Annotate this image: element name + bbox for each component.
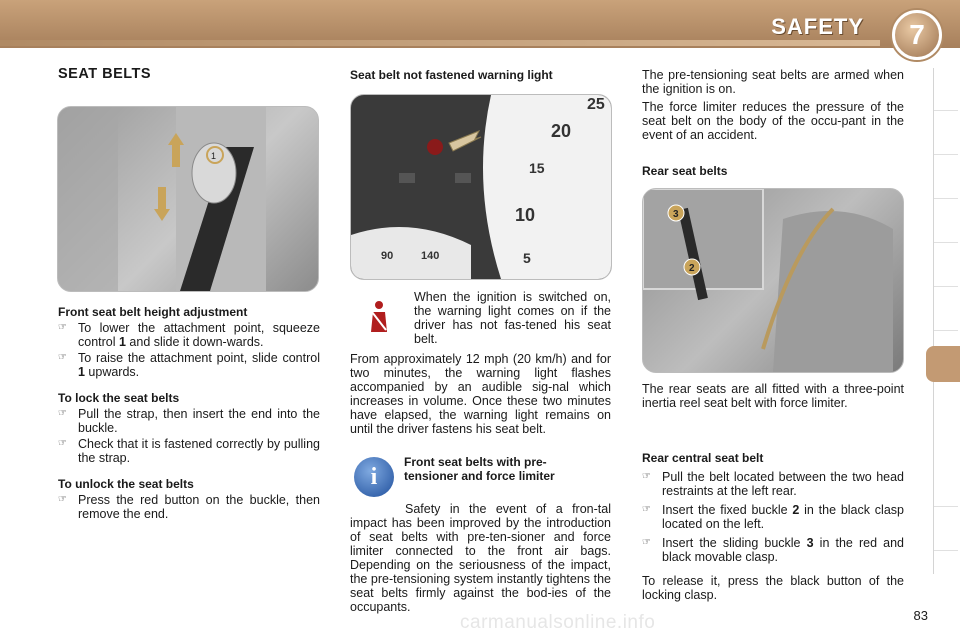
- warning-light-paragraph: From approximately 12 mph (20 km/h) and for two minutes, the warning light flashes accompanied by an audible sig-nal which increases in volume. Once these two minutes have elapsed, the warning light remains on until the driver fastens his seat belt.: [350, 352, 611, 436]
- chapter-tab-active[interactable]: [926, 346, 960, 382]
- list-item: ☞ Check that it is fastened correctly by pulling the strap.: [58, 437, 320, 465]
- page-number: 83: [913, 608, 928, 623]
- pointing-hand-icon: ☞: [642, 471, 651, 482]
- info-icon: i: [354, 457, 394, 497]
- chapter-tab[interactable]: [934, 244, 958, 287]
- gauge-number: 140: [421, 250, 440, 262]
- pointing-hand-icon: ☞: [58, 322, 67, 333]
- gauge-number: 10: [515, 205, 536, 225]
- pointing-hand-icon: ☞: [58, 494, 67, 505]
- left-column: [58, 305, 320, 521]
- unlock-title: To unlock the seat belts: [58, 477, 194, 491]
- pointing-hand-icon: ☞: [642, 504, 651, 515]
- rear-central-title: Rear central seat belt: [642, 451, 764, 465]
- list-item: ☞ To lower the attachment point, squeeze control 1 and slide it down-wards.: [58, 321, 320, 349]
- list-item: ☞ Press the red button on the buckle, then remove the end.: [58, 493, 320, 521]
- seatbelt-warning-icon: [364, 300, 394, 334]
- instrument-cluster-illustration: [351, 95, 611, 279]
- pretensioner-armed-text: The pre-tensioning seat belts are armed when the ignition is on.: [642, 68, 904, 96]
- height-adjust-title: Front seat belt height adjustment: [58, 305, 248, 319]
- gauge-number: 5: [523, 250, 531, 266]
- lock-title: To lock the seat belts: [58, 391, 180, 405]
- watermark: carmanualsonline.info: [460, 612, 656, 633]
- callout-number: 2: [689, 263, 695, 274]
- height-adjust-photo: [57, 106, 319, 292]
- callout-number: 1: [211, 151, 217, 161]
- header-band: [0, 40, 880, 46]
- pointing-hand-icon: ☞: [58, 438, 67, 449]
- section-heading: SEAT BELTS: [58, 66, 152, 82]
- instrument-cluster-photo: [350, 94, 612, 280]
- arrow-icon: [449, 131, 481, 151]
- release-text: To release it, press the black button of the locking clasp.: [642, 574, 904, 602]
- chapter-tab[interactable]: [934, 156, 958, 199]
- chapter-tabs: [933, 68, 960, 574]
- rear-seat-belts-text: The rear seats are all fitted with a three-point inertia reel seat belt with force limiter.: [642, 382, 904, 410]
- rear-seat-illustration: [643, 189, 903, 372]
- list-item: ☞ Pull the strap, then insert the end into the buckle.: [58, 407, 320, 435]
- chapter-tab[interactable]: [934, 288, 958, 331]
- pointing-hand-icon: ☞: [58, 352, 67, 363]
- chapter-tab[interactable]: [934, 508, 958, 551]
- rear-seat-photo: [642, 188, 904, 373]
- gauge-number: 20: [551, 121, 572, 141]
- list-item: ☞ To raise the attachment point, slide control 1 upwards.: [58, 351, 320, 379]
- warning-light-heading: Seat belt not fastened warning light: [350, 68, 553, 82]
- seat-belt-pillar-illustration: [58, 107, 318, 291]
- chapter-tab[interactable]: [934, 464, 958, 507]
- gauge-number: 15: [529, 160, 545, 176]
- warning-light-description: When the ignition is switched on, the warning light comes on if the driver has not fas-tened his seat belt.: [414, 290, 611, 346]
- chapter-badge: 7: [892, 10, 942, 60]
- pointing-hand-icon: ☞: [642, 537, 651, 548]
- list-item: ☞ Pull the belt located between the two head restraints at the left rear.: [642, 470, 904, 498]
- pretensioner-title: Front seat belts with pre-tensioner and force limiter: [404, 455, 555, 483]
- page-title: SAFETY: [771, 14, 864, 39]
- chapter-tab[interactable]: [934, 112, 958, 155]
- gauge-number: 90: [381, 250, 394, 262]
- gauge-number: 25: [587, 96, 605, 113]
- force-limiter-text: The force limiter reduces the pressure of the seat belt on the body of the occu-pant in the event of an accident.: [642, 100, 904, 142]
- rear-seat-belts-title: Rear seat belts: [642, 164, 728, 178]
- list-item: ☞ Insert the sliding buckle 3 in the red and black movable clasp.: [642, 536, 904, 564]
- pointing-hand-icon: ☞: [58, 408, 67, 419]
- callout-number: 3: [673, 209, 679, 220]
- list-item: ☞ Insert the fixed buckle 2 in the black clasp located on the left.: [642, 503, 904, 531]
- seatbelt-warning-light-icon: [427, 139, 443, 155]
- chapter-tab[interactable]: [934, 200, 958, 243]
- chapter-tab[interactable]: [934, 68, 958, 111]
- pretensioner-text: Safety in the event of a fron-tal impact has been improved by the introduction of seat belts with pre-ten-sioner and force limiter connected to the front air bags. Depending on the seriousness of the impact, the pre-tensioning system instantly tightens the seat belts firmly against the bod-ies of the occupants.: [350, 502, 611, 614]
